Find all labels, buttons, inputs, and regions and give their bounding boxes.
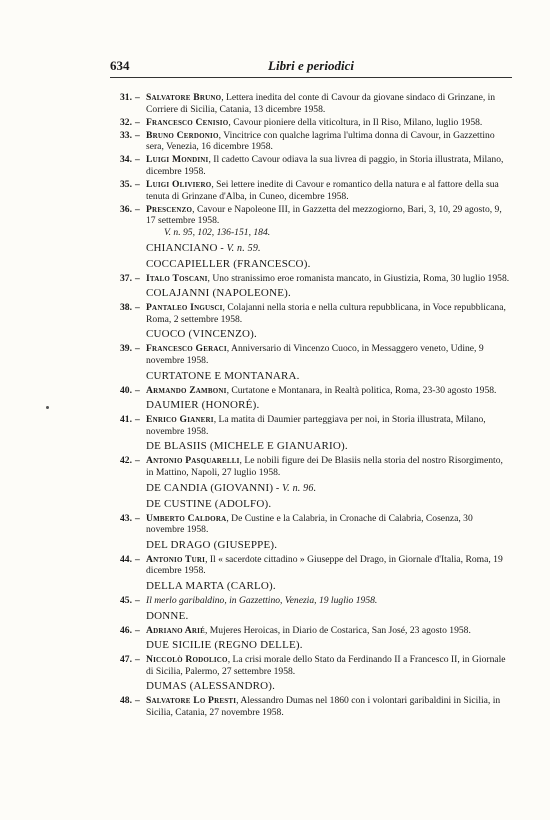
bibliography-entry xyxy=(110,204,512,239)
entry-dash: – xyxy=(135,179,140,191)
subject-heading xyxy=(110,580,512,593)
running-title: Libri e periodici xyxy=(268,58,354,73)
bibliography-entry xyxy=(110,414,512,437)
entry-number: 44. xyxy=(120,553,132,565)
entry-text xyxy=(146,154,510,177)
entry-author: Niccolò Rodolico xyxy=(146,654,228,666)
entry-author: Luigi Mondini xyxy=(146,154,209,166)
entry-author: Armando Zamboni xyxy=(146,384,227,396)
entry-number: 46. xyxy=(120,624,132,636)
entry-number: 45. xyxy=(120,594,132,606)
subject-heading xyxy=(110,498,512,511)
entry-text xyxy=(146,414,510,437)
entry-number: 42. xyxy=(120,455,132,467)
entry-text xyxy=(146,204,510,227)
entry-author: Italo Toscani xyxy=(146,272,208,284)
bibliography-entry xyxy=(110,554,512,577)
entry-text xyxy=(146,130,510,153)
entry-citation: , Anniversario di Vincenzo Cuoco, in Messaggero veneto, Udine, 9 novembre 1958. xyxy=(146,343,484,366)
entry-dash: – xyxy=(135,92,140,103)
entry-citation: , Cavour pioniere della viticoltura, in Il Riso, Milano, luglio 1958. xyxy=(228,116,483,128)
entry-citation: , Cavour e Napoleone III, in Gazzetta del mezzogiorno, Bari, 3, 10, 29 agosto, 9, 17 settembre 1958. xyxy=(146,203,502,227)
entry-citation: , Curtatone e Montanara, in Realtà politica, Roma, 23-30 agosto 1958. xyxy=(226,384,497,396)
entry-citation: , Vincitrice con qualche lagrima l'ultima donna di Cavour, in Gazzettino sera, Venezia, 16 dicembre 1958. xyxy=(146,129,495,153)
entry-text xyxy=(146,92,510,115)
subject-heading-text: CUOCO (VINCENZO). xyxy=(146,328,257,341)
entry-number: 33. xyxy=(120,129,132,141)
entry-dash: – xyxy=(135,455,140,467)
bibliography-entry xyxy=(110,513,512,536)
entry-text xyxy=(146,302,510,325)
entry-number: 32. xyxy=(120,116,132,128)
bibliography-entry xyxy=(110,695,512,718)
subject-heading-text: DUE SICILIE (REGNO DELLE). xyxy=(146,639,303,652)
entry-author: Antonio Pasquarelli xyxy=(146,455,240,467)
entry-dash: – xyxy=(135,343,140,355)
entry-citation: , Lettera inedita del conte di Cavour da giovane sindaco di Grinzane, in Corriere di Sicilia, Catania, 13 dicembre 1958. xyxy=(146,92,496,115)
entry-number: 43. xyxy=(120,512,132,524)
subject-heading-text: DE CANDIA (GIOVANNI) xyxy=(146,481,274,494)
subject-heading xyxy=(110,399,512,412)
subject-heading-text: DAUMIER (HONORÉ). xyxy=(146,399,260,412)
entry-dash: – xyxy=(135,624,140,636)
entry-citation: , Il cadetto Cavour odiava la sua livrea di paggio, in Storia illustrata, Milano, dicembre 1958. xyxy=(146,154,504,178)
entry-number: 38. xyxy=(120,302,132,314)
entry-text xyxy=(146,273,510,285)
entry-dash: – xyxy=(135,594,140,606)
entry-dash: – xyxy=(135,154,140,166)
entry-text xyxy=(146,455,510,478)
entry-author: Prescenzo xyxy=(146,203,193,215)
bibliography-entry xyxy=(110,455,512,478)
entry-number: 37. xyxy=(120,272,132,284)
entry-number: 40. xyxy=(120,384,132,396)
bibliography-entry xyxy=(110,385,512,397)
entry-number: 36. xyxy=(120,203,132,215)
bibliography-entry xyxy=(110,343,512,366)
entry-number: 41. xyxy=(120,414,132,426)
subject-heading-text: DELLA MARTA (CARLO). xyxy=(146,579,276,592)
subject-heading-text: DUMAS (ALESSANDRO). xyxy=(146,680,276,693)
entry-author: Francesco Cenisio xyxy=(146,116,229,128)
entry-author: Umberto Caldora xyxy=(146,512,227,524)
bibliography-list xyxy=(110,92,512,720)
entry-text xyxy=(146,625,510,637)
entry-citation: , Uno stranissimo eroe romanista mancato, in Giustizia, Roma, 30 luglio 1958. xyxy=(207,272,510,284)
bibliography-entry xyxy=(110,273,512,285)
subject-heading-text: COLAJANNI (NAPOLEONE). xyxy=(146,287,291,300)
entry-text xyxy=(146,117,510,129)
entry-number: 34. xyxy=(120,154,132,166)
page-header xyxy=(110,58,512,74)
entry-citation: , De Custine e la Calabria, in Cronache di Calabria, Cosenza, 30 novembre 1958. xyxy=(146,512,473,536)
bibliography-entry xyxy=(110,154,512,177)
entry-citation: , Sei lettere inedite di Cavour e romantico della natura e al fattore della sua tenuta di Grinzane d'Alba, in Cuneo, dicembre 1958. xyxy=(146,179,499,202)
entry-citation: , Il « sacerdote cittadino » Giuseppe del Drago, in Giornale d'Italia, Roma, 19 dicembre 1958. xyxy=(146,553,503,577)
entry-dash: – xyxy=(135,654,140,666)
entry-author: Enrico Gianeri xyxy=(146,414,214,426)
subject-cross-reference: - V. n. 59. xyxy=(217,242,261,254)
bibliography-entry xyxy=(110,179,512,202)
entry-author: Salvatore Lo Presti xyxy=(146,695,237,707)
entry-dash: – xyxy=(135,553,140,565)
entry-text xyxy=(146,513,510,536)
subject-cross-reference: - V. n. 96. xyxy=(273,482,317,494)
entry-citation: , Le nobili figure dei De Blasiis nella storia del nostro Risorgimento, in Mattino, Napoli, 27 luglio 1958. xyxy=(146,455,503,478)
entry-author: Francesco Geraci xyxy=(146,343,227,355)
entry-number: 31. xyxy=(120,92,132,103)
entry-dash: – xyxy=(135,384,140,396)
subject-heading xyxy=(110,482,512,495)
margin-mark xyxy=(46,406,49,409)
entry-number: 39. xyxy=(120,343,132,355)
entry-citation: Il merlo garibaldino, in Gazzettino, Venezia, 19 luglio 1958. xyxy=(146,594,378,606)
subject-heading xyxy=(110,539,512,552)
bibliography-entry xyxy=(110,117,512,129)
entry-citation: , La crisi morale dello Stato da Ferdinando II a Francesco II, in Giornale di Sicilia, Palermo, 27 settembre 1958. xyxy=(146,654,506,677)
entry-text xyxy=(146,695,510,718)
entry-author: Antonio Turi xyxy=(146,553,206,565)
subject-heading xyxy=(110,680,512,693)
entry-dash: – xyxy=(135,116,140,128)
subject-heading xyxy=(110,287,512,300)
subject-heading-text: COCCAPIELLER (FRANCESCO). xyxy=(146,257,311,270)
bibliography-entry xyxy=(110,654,512,677)
entry-dash: – xyxy=(135,203,140,215)
subject-heading-text: DEL DRAGO (GIUSEPPE). xyxy=(146,538,278,551)
subject-heading-text: DE CUSTINE (ADOLFO). xyxy=(146,497,272,510)
subject-heading-text: CURTATONE E MONTANARA. xyxy=(146,369,300,382)
bibliography-entry xyxy=(110,302,512,325)
entry-number: 35. xyxy=(120,179,132,191)
entry-author: Pantaleo Ingusci xyxy=(146,302,223,314)
subject-heading xyxy=(110,370,512,383)
subject-heading xyxy=(110,610,512,623)
subject-heading xyxy=(110,440,512,453)
entry-citation: , La matita di Daumier parteggiava per noi, in Storia illustrata, Milano, novembre 1958. xyxy=(146,414,486,437)
subject-heading xyxy=(110,639,512,652)
bibliography-entry xyxy=(110,92,512,115)
entry-dash: – xyxy=(135,695,140,707)
entry-text xyxy=(146,385,510,397)
subject-heading-text: CHIANCIANO xyxy=(146,241,218,254)
subject-heading xyxy=(110,258,512,271)
entry-dash: – xyxy=(135,272,140,284)
entry-author: Adriano Arié xyxy=(146,624,205,636)
entry-dash: – xyxy=(135,512,140,524)
page-number: 634 xyxy=(110,58,130,73)
subject-heading-text: DONNE. xyxy=(146,609,189,622)
entry-citation: , Mujeres Heroicas, in Diario de Costarica, San José, 23 agosto 1958. xyxy=(204,624,471,636)
entry-dash: – xyxy=(135,302,140,314)
bibliography-entry xyxy=(110,625,512,637)
entry-dash: – xyxy=(135,129,140,141)
entry-text xyxy=(146,595,510,607)
header-rule xyxy=(110,77,512,78)
entry-text xyxy=(146,654,510,677)
bibliography-entry xyxy=(110,595,512,607)
entry-author: Luigi Oliviero xyxy=(146,179,212,191)
entry-text xyxy=(146,179,510,202)
subject-heading-text: DE BLASIIS (MICHELE E GIANUARIO). xyxy=(146,440,348,453)
entry-author: Salvatore Bruno xyxy=(146,92,222,103)
entry-number: 48. xyxy=(120,695,132,707)
bibliography-entry xyxy=(110,130,512,153)
entry-number: 47. xyxy=(120,654,132,666)
entry-author: Bruno Cerdonio xyxy=(146,129,219,141)
subject-heading xyxy=(110,242,512,255)
entry-text xyxy=(146,554,510,577)
entry-citation: , Colajanni nella storia e nella cultura repubblicana, in Voce repubblicana, Roma, 2 settembre 1958. xyxy=(146,302,506,325)
entry-citation: , Alessandro Dumas nel 1860 con i volontari garibaldini in Sicilia, in Sicilia, Catania, 27 novembre 1958. xyxy=(146,695,501,718)
entry-text xyxy=(146,343,510,366)
subject-heading xyxy=(110,328,512,341)
entry-dash: – xyxy=(135,414,140,426)
entry-cross-reference: V. n. 95, 102, 136-151, 184. xyxy=(164,227,271,239)
